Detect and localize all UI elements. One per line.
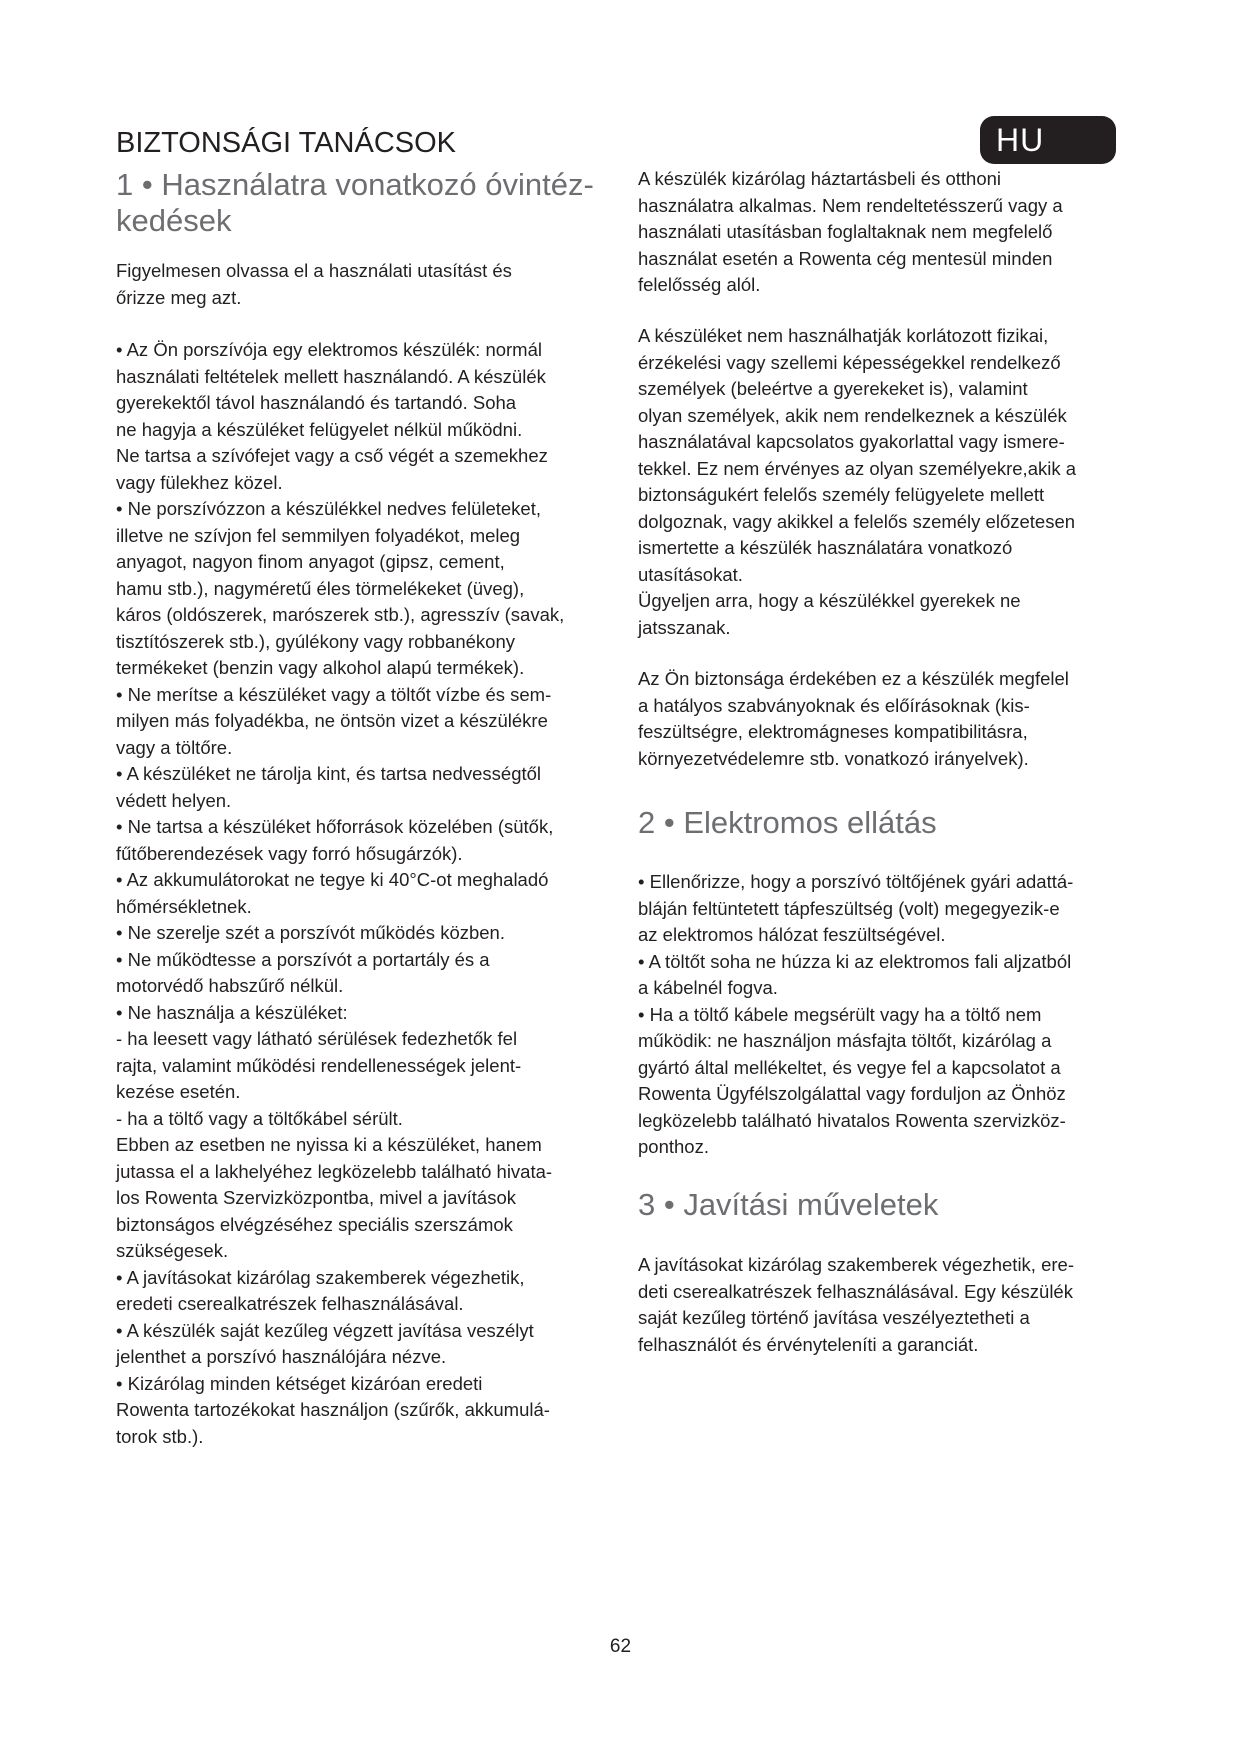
text-line: • Ne merítse a készüléket vagy a töltőt vízbe és sem-: [116, 683, 552, 705]
text-line: felelősség alól.: [638, 274, 761, 295]
text-line: • A készülék saját kezűleg végzett javítása veszélyt: [116, 1319, 534, 1341]
language-badge: HU: [980, 116, 1116, 164]
text-line: fűtőberendezések vagy forró hősugárzók).: [116, 842, 463, 864]
text-line: • Az Ön porszívója egy elektromos készülék: normál: [116, 339, 542, 360]
restricted-persons-paragraph: [638, 323, 1128, 641]
text-line: - ha leesett vagy látható sérülések fedezhetők fel: [116, 1028, 518, 1049]
text-line: ismertette a készülék használatára vonatkozó: [638, 537, 1013, 558]
text-line: feszültségre, elektromágneses kompatibilitásra,: [638, 721, 1028, 742]
text-line: motorvédő habszűrő nélkül.: [116, 975, 344, 996]
text-line: torok stb.).: [116, 1425, 204, 1447]
text-line: Ne tartsa a szívófejet vagy a cső végét a szemekhez: [116, 445, 548, 466]
text-line: saját kezűleg történő javítása veszélyeztetheti a: [638, 1307, 1030, 1328]
text-line: biztonságukért felelős személy felügyelete mellett: [638, 484, 1045, 505]
intro-paragraph: Figyelmesen olvassa el a használati utasítást és őrizze meg azt.: [116, 260, 512, 308]
text-line: használat esetén a Rowenta cég mentesül minden: [638, 247, 1053, 269]
text-line: • A készüléket ne tárolja kint, és tartsa nedvességtől: [116, 763, 542, 784]
text-line: használatával kapcsolatos gyakorlattal vagy ismere-: [638, 431, 1065, 452]
text-line: • Ne működtesse a porszívót a portartály és a: [116, 948, 490, 970]
text-line: • Ne szerelje szét a porszívót működés közben.: [116, 922, 505, 943]
text-line: jutassa el a lakhelyéhez legközelebb található hivata-: [116, 1160, 553, 1182]
text-line: működik: ne használjon másfajta töltőt, kizárólag a: [638, 1030, 1052, 1051]
text-line: los Rowenta Szervizközpontba, mivel a javítások: [116, 1187, 516, 1208]
text-line: olyan személyek, akik nem rendelkeznek a készülék: [638, 404, 1067, 426]
text-line: tisztítószerek stb.), gyúlékony vagy robbanékony: [116, 630, 515, 652]
text-line: termékeket (benzin vagy alkohol alapú termékek).: [116, 657, 525, 678]
section-2-title: 2 • Elektromos ellátás: [638, 805, 937, 840]
text-line: védett helyen.: [116, 789, 232, 811]
text-line: használati utasításban foglaltaknak nem megfelelő: [638, 221, 1053, 242]
text-line: Ebben az esetben ne nyissa ki a készüléket, hanem: [116, 1134, 542, 1155]
text-line: használatra alkalmas. Nem rendeltetésszerű vagy a: [638, 194, 1063, 216]
text-line: vagy a töltőre.: [116, 736, 233, 758]
text-line: gyerekektől távol használandó és tartandó. Soha: [116, 392, 517, 413]
text-line: gyártó által mellékeltet, és vegye fel a kapcsolatot a: [638, 1056, 1061, 1078]
text-line: vagy fülekhez közel.: [116, 471, 283, 493]
text-line: eredeti cserealkatrészek felhasználásával.: [116, 1293, 464, 1314]
text-line: legközelebb található hivatalos Rowenta szervizköz-: [638, 1109, 1066, 1131]
text-line: dolgoznak, vagy akikkel a felelős személy előzetesen: [638, 510, 1076, 532]
text-line: A készülék kizárólag háztartásbeli és otthoni: [638, 168, 1002, 189]
text-line: bláján feltüntetett tápfeszültség (volt) megegyezik-e: [638, 897, 1060, 919]
text-line: Az Ön biztonsága érdekében ez a készülék megfelel: [638, 668, 1069, 689]
text-line: hamu stb.), nagyméretű éles törmelékeket (üveg),: [116, 577, 525, 599]
text-line: a kábelnél fogva.: [638, 977, 778, 998]
text-line: Rowenta Ügyfélszolgálattal vagy forduljon az Önhöz: [638, 1083, 1066, 1104]
text-line: biztonságos elvégzéséhez speciális szerszámok: [116, 1213, 513, 1235]
text-line: ne hagyja a készüléket felügyelet nélkül működni.: [116, 418, 523, 440]
text-line: káros (oldószerek, marószerek stb.), agresszív (savak,: [116, 604, 565, 625]
text-line: személyek (beleértve a gyerekeket is), valamint: [638, 378, 1028, 399]
text-line: Ügyeljen arra, hogy a készülékkel gyerekek ne: [638, 590, 1021, 611]
text-line: felhasználót és érvényteleníti a garanciát.: [638, 1333, 979, 1355]
page-title: BIZTONSÁGI TANÁCSOK: [116, 127, 457, 159]
text-line: ponthoz.: [638, 1136, 709, 1157]
text-line: az elektromos hálózat feszültségével.: [638, 924, 946, 945]
standards-paragraph: [638, 666, 1128, 772]
page-number: 62: [609, 1636, 632, 1657]
text-line: • Kizárólag minden kétséget kizáróan eredeti: [116, 1372, 483, 1394]
text-line: • Ne porszívózzon a készülékkel nedves felületeket,: [116, 498, 542, 519]
text-line: • Ellenőrizze, hogy a porszívó töltőjének gyári adattá-: [638, 871, 1074, 892]
section-3-title: 3 • Javítási műveletek: [638, 1187, 939, 1222]
text-line: milyen más folyadékba, ne öntsön vizet a készülékre: [116, 710, 548, 731]
text-line: illetve ne szívjon fel semmilyen folyadékot, meleg: [116, 524, 521, 546]
text-line: környezetvédelemre stb. vonatkozó irányelvek).: [638, 747, 1029, 769]
text-line: hőmérsékletnek.: [116, 895, 252, 917]
text-line: tekkel. Ez nem érvényes az olyan személyekre,akik a: [638, 457, 1077, 479]
text-line: A készüléket nem használhatják korlátozott fizikai,: [638, 325, 1049, 346]
text-line: • A töltőt soha ne húzza ki az elektromos fali aljzatból: [638, 950, 1072, 972]
text-line: érzékelési vagy szellemi képességekkel rendelkező: [638, 351, 1061, 373]
text-line: szükségesek.: [116, 1240, 229, 1261]
section-1-title: 1 • Használatra vonatkozó óvintéz- kedések: [116, 167, 594, 238]
text-line: • Ne tartsa a készüléket hőforrások közelében (sütők,: [116, 816, 554, 837]
text-line: használati feltételek mellett használandó. A készülék: [116, 365, 546, 387]
text-line: • Ha a töltő kábele megsérült vagy ha a töltő nem: [638, 1003, 1042, 1025]
safety-instructions-list: [116, 337, 612, 1450]
text-line: anyagot, nagyon finom anyagot (gipsz, cement,: [116, 551, 505, 572]
text-line: • A javításokat kizárólag szakemberek végezhetik,: [116, 1266, 525, 1288]
text-line: • Ne használja a készüléket:: [116, 1001, 348, 1023]
text-line: a hatályos szabványoknak és előírásoknak (kis-: [638, 694, 1030, 716]
text-line: • Az akkumulátorokat ne tegye ki 40°C-ot meghaladó: [116, 869, 549, 890]
text-line: jelenthet a porszívó használójára nézve.: [116, 1346, 447, 1367]
text-line: deti cserealkatrészek felhasználásával. Egy készülék: [638, 1280, 1073, 1302]
text-line: utasításokat.: [638, 563, 743, 585]
text-line: Rowenta tartozékokat használjon (szűrők, akkumulá-: [116, 1399, 550, 1420]
section-3-body: [638, 1252, 1128, 1358]
text-line: kezése esetén.: [116, 1081, 241, 1102]
text-line: jatsszanak.: [638, 616, 731, 638]
text-line: A javításokat kizárólag szakemberek végezhetik, ere-: [638, 1254, 1074, 1275]
text-line: - ha a töltő vagy a töltőkábel sérült.: [116, 1107, 403, 1129]
household-use-paragraph: [638, 166, 1128, 299]
text-line: rajta, valamint működési rendellenességek jelent-: [116, 1054, 522, 1076]
section-2-body: [638, 869, 1128, 1161]
